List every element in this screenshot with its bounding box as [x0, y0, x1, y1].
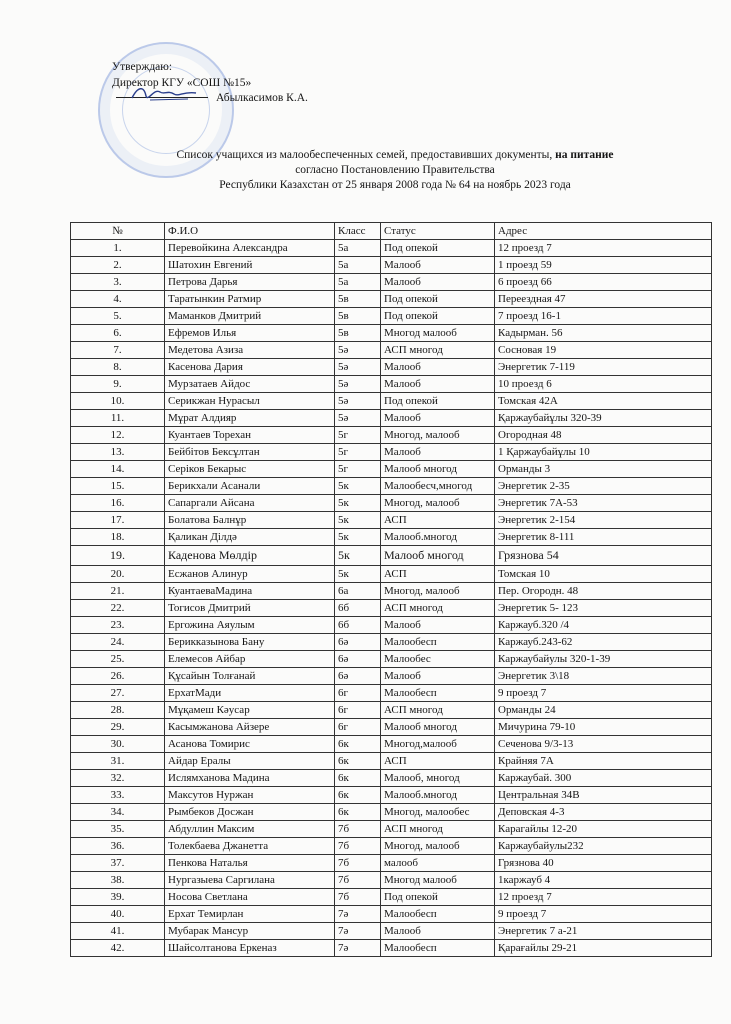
address-cell: Томская 10	[495, 566, 712, 583]
class-cell: 5в	[335, 308, 381, 325]
student-name: Таратынкин Ратмир	[165, 291, 335, 308]
class-cell: 5к	[335, 529, 381, 546]
student-name: Серикжан Нурасыл	[165, 393, 335, 410]
status-cell: Многод, малооб	[381, 583, 495, 600]
table-row	[71, 804, 712, 821]
row-number: 22.	[71, 600, 165, 617]
row-number: 37.	[71, 855, 165, 872]
row-number: 6.	[71, 325, 165, 342]
status-cell: Малооб	[381, 410, 495, 427]
address-cell: 12 проезд 7	[495, 889, 712, 906]
title-line-1	[150, 148, 640, 163]
table-row	[71, 495, 712, 512]
student-name: Сапаргали Айсана	[165, 495, 335, 512]
class-cell: 6к	[335, 804, 381, 821]
address-cell: Центральная 34В	[495, 787, 712, 804]
row-number: 12.	[71, 427, 165, 444]
row-number: 42.	[71, 940, 165, 957]
class-cell: 6г	[335, 719, 381, 736]
row-number: 19.	[71, 546, 165, 566]
status-cell: малооб	[381, 855, 495, 872]
table-row	[71, 393, 712, 410]
class-cell: 5к	[335, 495, 381, 512]
approval-label: Утверждаю:	[112, 61, 173, 73]
row-number: 18.	[71, 529, 165, 546]
handwritten-signature	[130, 82, 200, 104]
table-row	[71, 478, 712, 495]
address-cell: 1 Қаржаубайұлы 10	[495, 444, 712, 461]
class-cell: 5в	[335, 325, 381, 342]
address-cell: Кадырман. 56	[495, 325, 712, 342]
address-cell: Каржауб.320 /4	[495, 617, 712, 634]
table-row	[71, 753, 712, 770]
header-number: №	[71, 223, 165, 240]
student-name: Петрова Дарья	[165, 274, 335, 291]
status-cell: Малооб многод	[381, 461, 495, 478]
table-row	[71, 240, 712, 257]
class-cell: 6к	[335, 770, 381, 787]
row-number: 36.	[71, 838, 165, 855]
status-cell: Малооб	[381, 923, 495, 940]
table-row	[71, 427, 712, 444]
class-cell: 7б	[335, 838, 381, 855]
student-name: КуантаеваМадина	[165, 583, 335, 600]
table-body	[71, 240, 712, 957]
student-name: Болатова Балнұр	[165, 512, 335, 529]
table-row	[71, 342, 712, 359]
row-number: 13.	[71, 444, 165, 461]
student-name: Құсайын Толғанай	[165, 668, 335, 685]
address-cell: 10 проезд 6	[495, 376, 712, 393]
student-name: Носова Светлана	[165, 889, 335, 906]
header-address: Адрес	[495, 223, 712, 240]
table-row	[71, 325, 712, 342]
table-row	[71, 872, 712, 889]
table-row	[71, 359, 712, 376]
row-number: 26.	[71, 668, 165, 685]
address-cell: Мичурина 79-10	[495, 719, 712, 736]
student-name: Шатохин Евгений	[165, 257, 335, 274]
class-cell: 6б	[335, 617, 381, 634]
status-cell: Под опекой	[381, 889, 495, 906]
class-cell: 7ә	[335, 923, 381, 940]
student-name: Ерхат Темирлан	[165, 906, 335, 923]
address-cell: Энергетик 5- 123	[495, 600, 712, 617]
title-line-1-text: Список учащихся из малообеспеченных семей, предоставивших документы,	[176, 149, 556, 161]
header-name: Ф.И.О	[165, 223, 335, 240]
row-number: 15.	[71, 478, 165, 495]
status-cell: Малооб	[381, 668, 495, 685]
class-cell: 6ә	[335, 651, 381, 668]
table-row	[71, 512, 712, 529]
title-line-3: Республики Казахстан от 25 января 2008 года № 64 на ноябрь 2023 года	[219, 179, 571, 191]
student-name: Қаликан Ділдә	[165, 529, 335, 546]
table-row	[71, 906, 712, 923]
table-row	[71, 770, 712, 787]
status-cell: Малооб, многод	[381, 770, 495, 787]
class-cell: 5ә	[335, 393, 381, 410]
class-cell: 5а	[335, 274, 381, 291]
status-cell: Малооб	[381, 274, 495, 291]
status-cell: АСП многод	[381, 342, 495, 359]
table-row	[71, 702, 712, 719]
status-cell: Многод малооб	[381, 872, 495, 889]
class-cell: 5а	[335, 257, 381, 274]
table-row	[71, 583, 712, 600]
table-row	[71, 855, 712, 872]
address-cell: 12 проезд 7	[495, 240, 712, 257]
address-cell: Каржауб.243-62	[495, 634, 712, 651]
status-cell: Малообесп	[381, 940, 495, 957]
table-row	[71, 546, 712, 566]
address-cell: Энергетик 8-111	[495, 529, 712, 546]
status-cell: Малообесч,многод	[381, 478, 495, 495]
status-cell: Малооб	[381, 444, 495, 461]
class-cell: 5а	[335, 240, 381, 257]
row-number: 8.	[71, 359, 165, 376]
class-cell: 7ә	[335, 906, 381, 923]
address-cell: Грязнова 40	[495, 855, 712, 872]
student-name: Куантаев Торехан	[165, 427, 335, 444]
table-row	[71, 838, 712, 855]
row-number: 21.	[71, 583, 165, 600]
student-name: Берикхали Асанали	[165, 478, 335, 495]
status-cell: Под опекой	[381, 240, 495, 257]
address-cell: Энергетик 2-154	[495, 512, 712, 529]
class-cell: 5ә	[335, 342, 381, 359]
address-cell: Каржаубай. 300	[495, 770, 712, 787]
status-cell: АСП многод	[381, 702, 495, 719]
table-header-row	[71, 223, 712, 240]
address-cell: 6 проезд 66	[495, 274, 712, 291]
status-cell: Многод, малообес	[381, 804, 495, 821]
student-name: Максутов Нуржан	[165, 787, 335, 804]
class-cell: 7б	[335, 872, 381, 889]
address-cell: Каржаубайулы 320-1-39	[495, 651, 712, 668]
row-number: 27.	[71, 685, 165, 702]
student-name: Нургазыева Саргилана	[165, 872, 335, 889]
row-number: 4.	[71, 291, 165, 308]
status-cell: Малообес	[381, 651, 495, 668]
address-cell: 1каржауб 4	[495, 872, 712, 889]
address-cell: Энергетик 7А-53	[495, 495, 712, 512]
table-row	[71, 889, 712, 906]
status-cell: АСП	[381, 566, 495, 583]
row-number: 23.	[71, 617, 165, 634]
address-cell: Орманды 24	[495, 702, 712, 719]
address-cell: Қарағайлы 29-21	[495, 940, 712, 957]
student-name: Медетова Азиза	[165, 342, 335, 359]
status-cell: Под опекой	[381, 308, 495, 325]
class-cell: 5к	[335, 546, 381, 566]
student-name: Каденова Мөлдір	[165, 546, 335, 566]
row-number: 5.	[71, 308, 165, 325]
table-row	[71, 821, 712, 838]
row-number: 35.	[71, 821, 165, 838]
address-cell: Энергетик 3\18	[495, 668, 712, 685]
address-cell: 1 проезд 59	[495, 257, 712, 274]
table-row	[71, 444, 712, 461]
class-cell: 6г	[335, 702, 381, 719]
row-number: 24.	[71, 634, 165, 651]
row-number: 20.	[71, 566, 165, 583]
table-row	[71, 376, 712, 393]
status-cell: Многод, малооб	[381, 838, 495, 855]
student-name: Мұқамеш Кәусар	[165, 702, 335, 719]
table-row	[71, 274, 712, 291]
table-row	[71, 308, 712, 325]
row-number: 33.	[71, 787, 165, 804]
status-cell: Малообесп	[381, 685, 495, 702]
row-number: 2.	[71, 257, 165, 274]
table-row	[71, 257, 712, 274]
student-name: Маманков Дмитрий	[165, 308, 335, 325]
class-cell: 5к	[335, 478, 381, 495]
address-cell: Сосновая 19	[495, 342, 712, 359]
row-number: 9.	[71, 376, 165, 393]
student-name: Шайсолтанова Еркеназ	[165, 940, 335, 957]
row-number: 38.	[71, 872, 165, 889]
student-name: Айдар Ералы	[165, 753, 335, 770]
row-number: 39.	[71, 889, 165, 906]
status-cell: АСП	[381, 753, 495, 770]
table-row	[71, 651, 712, 668]
row-number: 3.	[71, 274, 165, 291]
address-cell: Огородная 48	[495, 427, 712, 444]
row-number: 40.	[71, 906, 165, 923]
address-cell: Переездная 47	[495, 291, 712, 308]
row-number: 25.	[71, 651, 165, 668]
document-title	[150, 148, 640, 193]
table-row	[71, 940, 712, 957]
row-number: 7.	[71, 342, 165, 359]
row-number: 34.	[71, 804, 165, 821]
address-cell: Энергетик 7 а-21	[495, 923, 712, 940]
table-row	[71, 787, 712, 804]
row-number: 32.	[71, 770, 165, 787]
address-cell: Қаржаубайұлы 320-39	[495, 410, 712, 427]
table-row	[71, 461, 712, 478]
class-cell: 7ә	[335, 940, 381, 957]
address-cell: Энергетик 7-119	[495, 359, 712, 376]
row-number: 1.	[71, 240, 165, 257]
header-status: Статус	[381, 223, 495, 240]
status-cell: Малооб	[381, 376, 495, 393]
title-line-1-bold: на питание	[555, 149, 614, 161]
row-number: 41.	[71, 923, 165, 940]
address-cell: Пер. Огородн. 48	[495, 583, 712, 600]
status-cell: Малооб многод	[381, 546, 495, 566]
class-cell: 6г	[335, 685, 381, 702]
address-cell: Энергетик 2-35	[495, 478, 712, 495]
status-cell: Малооб многод	[381, 719, 495, 736]
title-line-2: согласно Постановлению Правительства	[295, 164, 495, 176]
status-cell: Малооб.многод	[381, 787, 495, 804]
row-number: 30.	[71, 736, 165, 753]
student-name: Елемесов Айбар	[165, 651, 335, 668]
class-cell: 5в	[335, 291, 381, 308]
student-name: Мурзатаев Айдос	[165, 376, 335, 393]
table-row	[71, 617, 712, 634]
status-cell: Под опекой	[381, 393, 495, 410]
row-number: 28.	[71, 702, 165, 719]
address-cell: 9 проезд 7	[495, 906, 712, 923]
class-cell: 5г	[335, 461, 381, 478]
class-cell: 7б	[335, 889, 381, 906]
student-name: Перевойкина Александра	[165, 240, 335, 257]
student-name: Есжанов Алинур	[165, 566, 335, 583]
class-cell: 5к	[335, 566, 381, 583]
status-cell: Многод малооб	[381, 325, 495, 342]
class-cell: 5ә	[335, 376, 381, 393]
address-cell: Крайняя 7А	[495, 753, 712, 770]
status-cell: АСП	[381, 512, 495, 529]
table-row	[71, 736, 712, 753]
address-cell: Томская 42А	[495, 393, 712, 410]
row-number: 14.	[71, 461, 165, 478]
row-number: 29.	[71, 719, 165, 736]
status-cell: Малооб	[381, 617, 495, 634]
table-row	[71, 923, 712, 940]
class-cell: 6ә	[335, 634, 381, 651]
class-cell: 7б	[335, 821, 381, 838]
status-cell: АСП многод	[381, 821, 495, 838]
table-row	[71, 529, 712, 546]
class-cell: 6к	[335, 736, 381, 753]
table-row	[71, 291, 712, 308]
status-cell: Малообесп	[381, 906, 495, 923]
header-class: Класс	[335, 223, 381, 240]
student-name: Касымжанова Айзере	[165, 719, 335, 736]
student-name: Пенкова Наталья	[165, 855, 335, 872]
student-name: Мұрат Алдияр	[165, 410, 335, 427]
address-cell: Орманды 3	[495, 461, 712, 478]
student-name: Тогисов Дмитрий	[165, 600, 335, 617]
student-name: Ергожина Аяулым	[165, 617, 335, 634]
address-cell: Грязнова 54	[495, 546, 712, 566]
table-row	[71, 410, 712, 427]
class-cell: 7б	[335, 855, 381, 872]
director-title: Директор КГУ «СОШ №15»	[112, 76, 252, 89]
status-cell: Малообесп	[381, 634, 495, 651]
student-name: Бейбітов Бексұлтан	[165, 444, 335, 461]
address-cell: Деповская 4-3	[495, 804, 712, 821]
address-cell: Карагайлы 12-20	[495, 821, 712, 838]
student-name: Серіков Бекарыс	[165, 461, 335, 478]
status-cell: Многод, малооб	[381, 427, 495, 444]
student-name: Ефремов Илья	[165, 325, 335, 342]
student-name: Ислямханова Мадина	[165, 770, 335, 787]
class-cell: 5ә	[335, 359, 381, 376]
table-row	[71, 634, 712, 651]
row-number: 17.	[71, 512, 165, 529]
class-cell: 5ә	[335, 410, 381, 427]
address-cell: Каржаубайулы232	[495, 838, 712, 855]
student-name: Толекбаева Джанетта	[165, 838, 335, 855]
status-cell: Малооб	[381, 359, 495, 376]
student-name: Берикказынова Бану	[165, 634, 335, 651]
class-cell: 6ә	[335, 668, 381, 685]
table-row	[71, 685, 712, 702]
class-cell: 5к	[335, 512, 381, 529]
status-cell: Малооб.многод	[381, 529, 495, 546]
student-name: Касенова Дария	[165, 359, 335, 376]
table-row	[71, 668, 712, 685]
row-number: 16.	[71, 495, 165, 512]
address-cell: 7 проезд 16-1	[495, 308, 712, 325]
status-cell: Многод, малооб	[381, 495, 495, 512]
status-cell: Малооб	[381, 257, 495, 274]
students-table	[70, 222, 712, 957]
student-name: Мубарак Мансур	[165, 923, 335, 940]
address-cell: 9 проезд 7	[495, 685, 712, 702]
table-row	[71, 600, 712, 617]
student-name: ЕрхатМади	[165, 685, 335, 702]
row-number: 10.	[71, 393, 165, 410]
status-cell: Под опекой	[381, 291, 495, 308]
student-name: Абдуллин Максим	[165, 821, 335, 838]
table-row	[71, 566, 712, 583]
director-name: Абылкасимов К.А.	[216, 92, 308, 104]
table-row	[71, 719, 712, 736]
student-name: Рымбеков Досжан	[165, 804, 335, 821]
status-cell: АСП многод	[381, 600, 495, 617]
row-number: 31.	[71, 753, 165, 770]
class-cell: 5г	[335, 427, 381, 444]
class-cell: 6к	[335, 753, 381, 770]
class-cell: 6к	[335, 787, 381, 804]
class-cell: 5г	[335, 444, 381, 461]
status-cell: Многод,малооб	[381, 736, 495, 753]
class-cell: 6а	[335, 583, 381, 600]
row-number: 11.	[71, 410, 165, 427]
student-name: Асанова Томирис	[165, 736, 335, 753]
class-cell: 6б	[335, 600, 381, 617]
address-cell: Сеченова 9/3-13	[495, 736, 712, 753]
